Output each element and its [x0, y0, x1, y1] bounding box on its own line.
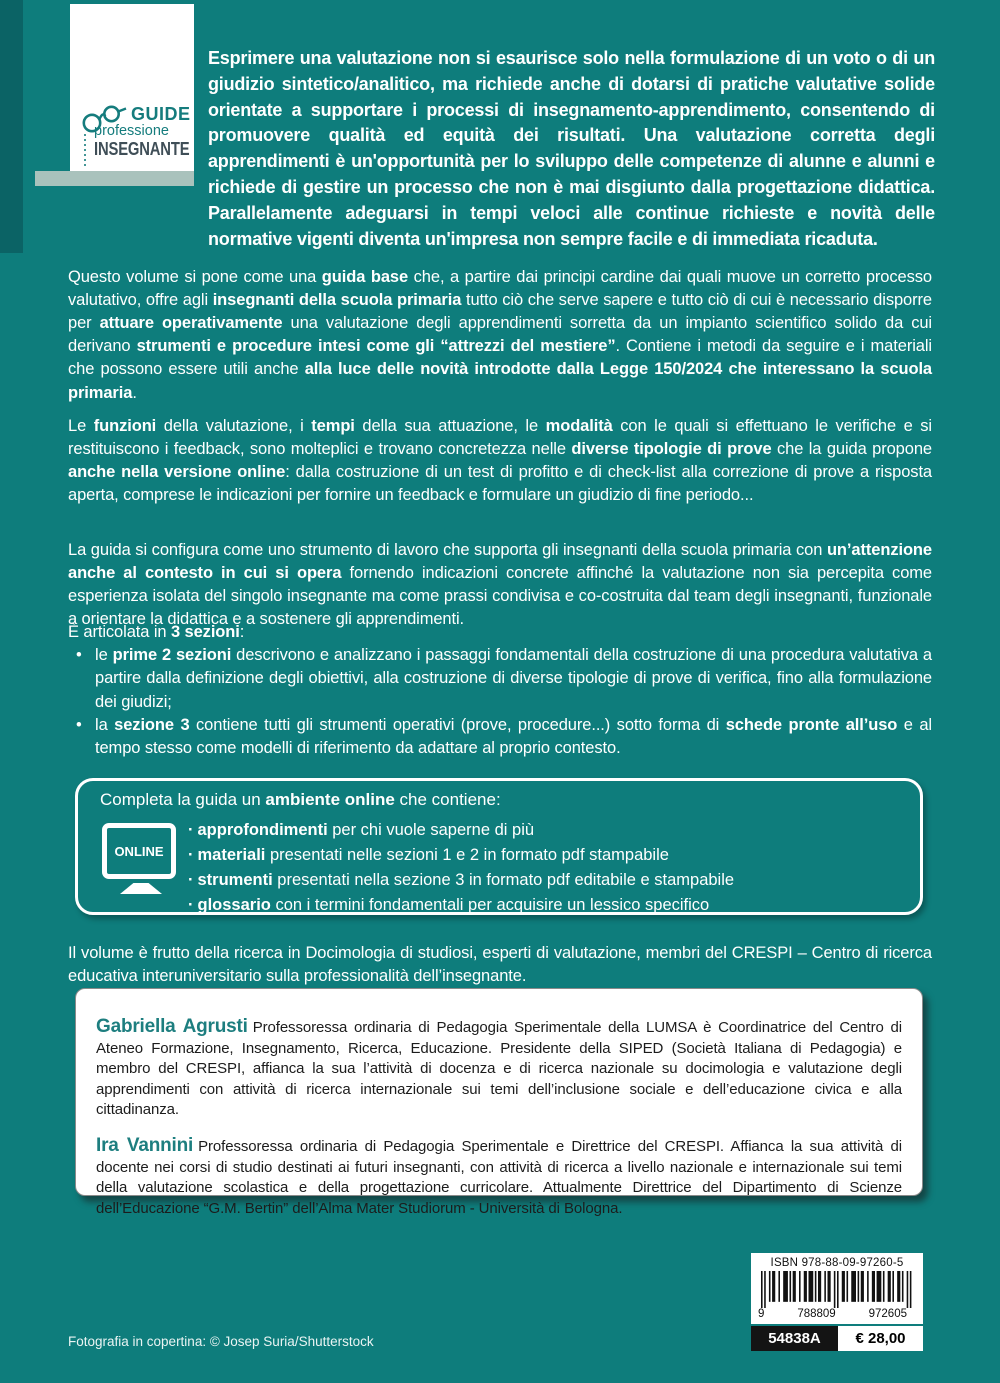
isbn-label: ISBN 978-88-09-97260-5 [770, 1257, 904, 1269]
sections-list [68, 621, 932, 760]
sections-intro: È articolata in 3 sezioni: [68, 623, 245, 641]
lead-paragraph: Esprimere una valutazione non si esaurisce solo nella formulazione di un voto o di un giudizio sintetico/analitico, ma richiede anche di dotarsi di pratiche valutative solide orientate a supportare i processi di insegnamento-apprendimento, consentendo di promuovere qualità ed equità dei risultati. Una valutazione corretta degli apprendimenti è un'opportunità per lo sviluppo delle competenze di alunne e alunni e richiede di gestire un processo che non è mai disgiunto dalla progettazione didattica. Parallelamente adeguarsi in tempi veloci alle continue richieste e novità delle normative vigenti diventa un'impresa non sempre facile e di immediata ricaduta. [208, 48, 935, 249]
crespi-note: Il volume è frutto della ricerca in Docimologia di studiosi, esperti di valutazione, membri del CRESPI – Centro di ricerca educativa interuniversitario sulla professionalità dell’insegnante. [68, 943, 932, 985]
barcode-block [751, 1253, 923, 1351]
online-item-materiali [188, 843, 734, 868]
online-items-list [188, 818, 734, 918]
section-bullet-1 [68, 644, 932, 714]
logo-series-name: GUIDE [131, 104, 191, 124]
barcode-digit-lead: 9 [758, 1308, 765, 1320]
online-icon-label: ONLINE [114, 843, 164, 859]
online-monitor-icon [102, 823, 180, 894]
online-box-heading: Completa la guida un ambiente online che contiene: [100, 790, 501, 809]
barcode-digits [757, 1308, 917, 1320]
bullet-icon: · [188, 846, 194, 864]
section-bullet-2-text: la sezione 3 contiene tutti gli strumenti operativi (prove, procedure...) sotto forma di schede pronte all’uso e al tempo stesso come modelli di riferimento da adattare al proprio contesto. [95, 715, 932, 758]
monitor-stand [120, 883, 162, 894]
online-item-approfondimenti [188, 818, 734, 843]
author-name: Ira Vannini [96, 1134, 194, 1156]
bullet-icon: · [188, 821, 194, 839]
price-tag: € 28,00 [838, 1326, 923, 1351]
author-bio: Professoressa ordinaria di Pedagogia Sperimentale della LUMSA è Coordinatrice del Centro di Ateneo Formazione, Insegnamento, Ricerca, Educazione. Presidente della SIPED (Società Italiana di Pedagogia) e membro del CRESPI, affianca la sua l’attività di docenza e di ricerca nazionale su docimologia e valutazione degli apprendimenti con attività di ricerca internazionale sui temi dell’inclusione sociale e dell’educazione civica e alla cittadinanza. [96, 1019, 902, 1119]
logo-line-professione: professione [94, 123, 169, 139]
online-environment-box [75, 778, 923, 915]
paragraph-strumento-di-lavoro: La guida si configura come uno strumento di lavoro che supporta gli insegnanti della scuola primaria con un’attenzione anche al contesto in cui si opera fornendo indicazioni concrete affinché la valutazione non sia percepita come esperienza isolata del singolo insegnante ma come prassi condivisa e co-costruita dal team degli insegnanti, funzionale a orientare la didattica e a sostenere gli apprendimenti. [68, 540, 932, 629]
paragraph-funzioni: Le funzioni della valutazione, i tempi della sua attuazione, le modalità con le quali si effettuano le verifiche e si restituiscono i feedback, sono molteplici e trovano concretezza nelle diverse tipologie di prove che la guida propone anche nella versione online: dalla costruzione di un test di profitto e di check-list alla correzione di prove a risposta aperta, comprese le indicazioni per fornire un feedback e formulare un giudizio di fine periodo... [68, 416, 932, 505]
barcode-image [761, 1271, 913, 1308]
publisher-logo [70, 4, 194, 171]
bullet-icon: • [76, 715, 82, 734]
online-item-text: materiali presentati nelle sezioni 1 e 2 in formato pdf stampabile [197, 846, 669, 864]
section-bullet-2 [68, 714, 932, 760]
author-agrusti [96, 1017, 902, 1121]
photo-credit: Fotografia in copertina: © Josep Suria/Shutterstock [68, 1334, 374, 1349]
product-code: 54838A [751, 1326, 838, 1351]
authors-box [75, 988, 923, 1217]
monitor-screen [102, 823, 176, 879]
barcode-digit-group1: 788809 [797, 1308, 836, 1320]
online-item-text: glossario con i termini fondamentali per acquisire un lessico specifico [197, 896, 710, 914]
online-item-text: strumenti presentati nella sezione 3 in formato pdf editabile e stampabile [197, 871, 735, 889]
author-bio: Professoressa ordinaria di Pedagogia Sperimentale e Direttrice del CRESPI. Affianca la sua attività di docente nei corsi di studio destinati ai futuri insegnanti, con attività di ricerca a livello nazionale e internazionale sui temi della valutazione scolastica e della progettazione curricolare. Attualmente Direttrice del Dipartimento di Scienze dell’Educazione “G.M. Bertin” dell’Alma Mater Studiorum - Università di Bologna. [96, 1137, 902, 1217]
bullet-icon: · [188, 896, 194, 914]
author-name: Gabriella Agrusti [96, 1016, 248, 1037]
logo-line-insegnante: INSEGNANTE [94, 138, 190, 159]
author-vannini [96, 1136, 902, 1219]
logo-base-strip [35, 171, 194, 186]
code-price-row [751, 1326, 923, 1351]
section-bullet-1-text: le prime 2 sezioni descrivono e analizzano i passaggi fondamentali della costruzione di una procedura valutativa a partire dalla definizione degli obiettivi, alla costruzione di diverse tipologie di prove di verifica, fino alla formulazione dei giudizi; [95, 646, 932, 711]
isbn-box [751, 1253, 923, 1324]
spine-stripe [0, 0, 23, 253]
paragraph-guida-base: Questo volume si pone come una guida base che, a partire dai principi cardine dai quali muove un corretto processo valutativo, offre agli insegnanti della scuola primaria tutto ciò che serve sapere e tutto ciò di cui è necessario disporre per attuare operativamente una valutazione degli apprendimenti sorretta da un impianto scientifico solido da cui derivano strumenti e procedure intesi come gli “attrezzi del mestiere”. Contiene i metodi da seguire e i materiali che possono essere utili anche alla luce delle novità introdotte dalla Legge 150/2024 che interessano la scuola primaria. [68, 267, 933, 402]
online-item-glossario [188, 893, 734, 918]
online-item-strumenti [188, 868, 734, 893]
online-item-text: approfondimenti per chi vuole saperne di più [197, 821, 535, 839]
barcode-digit-group2: 972605 [868, 1308, 907, 1320]
bullet-icon: • [76, 646, 82, 665]
bullet-icon: · [188, 871, 194, 889]
